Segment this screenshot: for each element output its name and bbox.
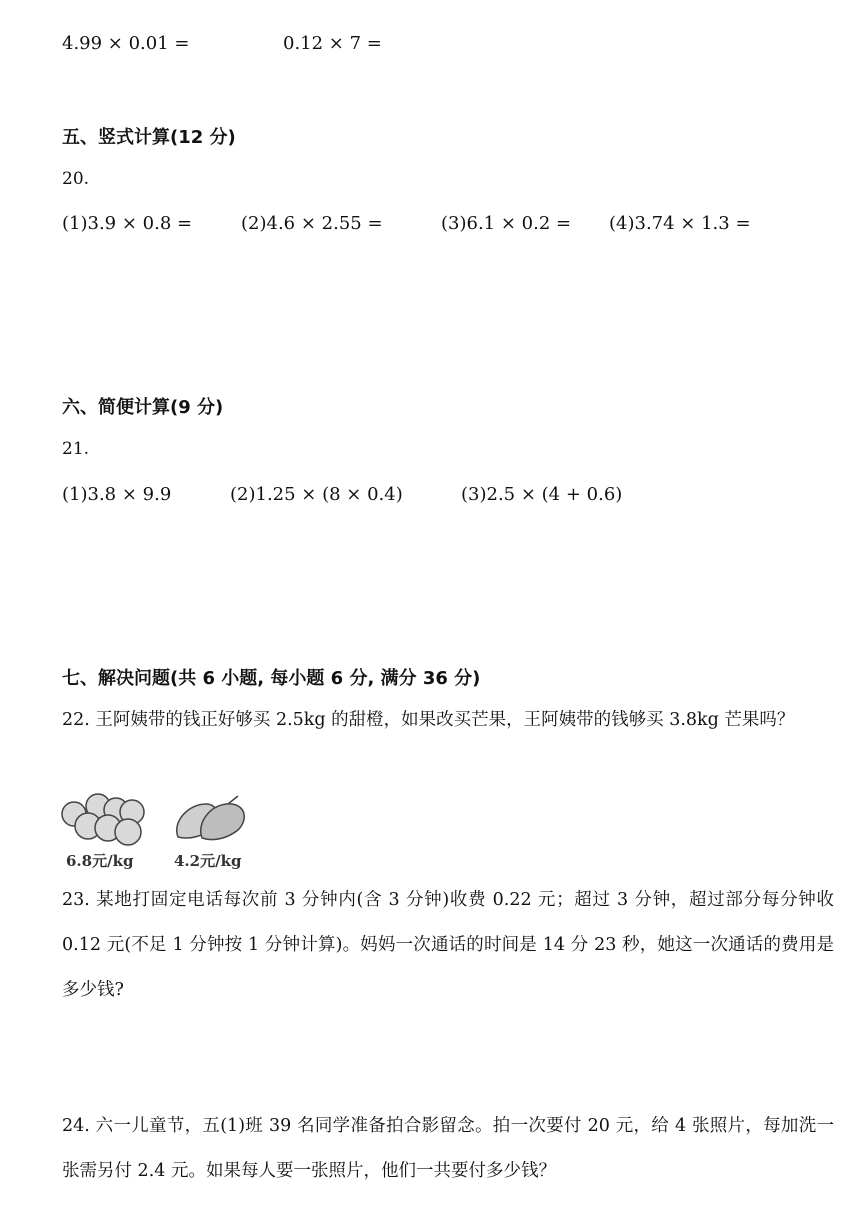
q21-item-1: (1)3.8 × 9.9 — [62, 484, 172, 505]
q20-item-4: (4)3.74 × 1.3 = — [609, 213, 751, 234]
question-24-text: 24. 六一儿童节，五(1)班 39 名同学准备拍合影留念。拍一次要付 20 元，给 4 张照片，每加洗一张需另付 2.4 元。如果每人要一张照片，他们一共要付多少钱？ — [62, 1116, 834, 1181]
mango-price-label: 4.2元/kg — [174, 852, 242, 870]
orange-price-label: 6.8元/kg — [66, 852, 134, 870]
section-6-heading: 六、简便计算(9 分) — [62, 397, 224, 418]
question-23-text: 23. 某地打固定电话每次前 3 分钟内(含 3 分钟)收费 0.22 元；超过 3 分钟，超过部分每分钟收 0.12 元(不足 1 分钟按 1 分钟计算)。妈妈一次通话的时间是 14 分 23 秒，她这一次通话的费用是多少钱? — [62, 890, 834, 1000]
q21-item-3: (3)2.5 × (4 + 0.6) — [461, 484, 623, 505]
section-7-heading: 七、解决问题(共 6 小题, 每小题 6 分, 满分 36 分) — [62, 668, 481, 689]
expression-0-12: 0.12 × 7 = — [283, 33, 382, 54]
oranges-and-mangoes-image — [60, 792, 260, 848]
question-20-number: 20. — [62, 169, 90, 189]
section-5-heading: 五、竖式计算(12 分) — [62, 127, 236, 148]
q21-item-2: (2)1.25 × (8 × 0.4) — [230, 484, 403, 505]
q20-item-3: (3)6.1 × 0.2 = — [441, 213, 572, 234]
question-22-text: 22. 王阿姨带的钱正好够买 2.5kg 的甜橙，如果改买芒果，王阿姨带的钱够买 3.8kg 芒果吗？ — [62, 710, 795, 730]
expression-4-99: 4.99 × 0.01 = — [62, 33, 190, 54]
oranges-icon — [62, 794, 144, 845]
q20-item-1: (1)3.9 × 0.8 = — [62, 213, 193, 234]
q20-item-2: (2)4.6 × 2.55 = — [241, 213, 383, 234]
fruit-illustration — [60, 792, 260, 872]
question-21-number: 21. — [62, 439, 90, 459]
mangoes-icon — [177, 796, 245, 840]
